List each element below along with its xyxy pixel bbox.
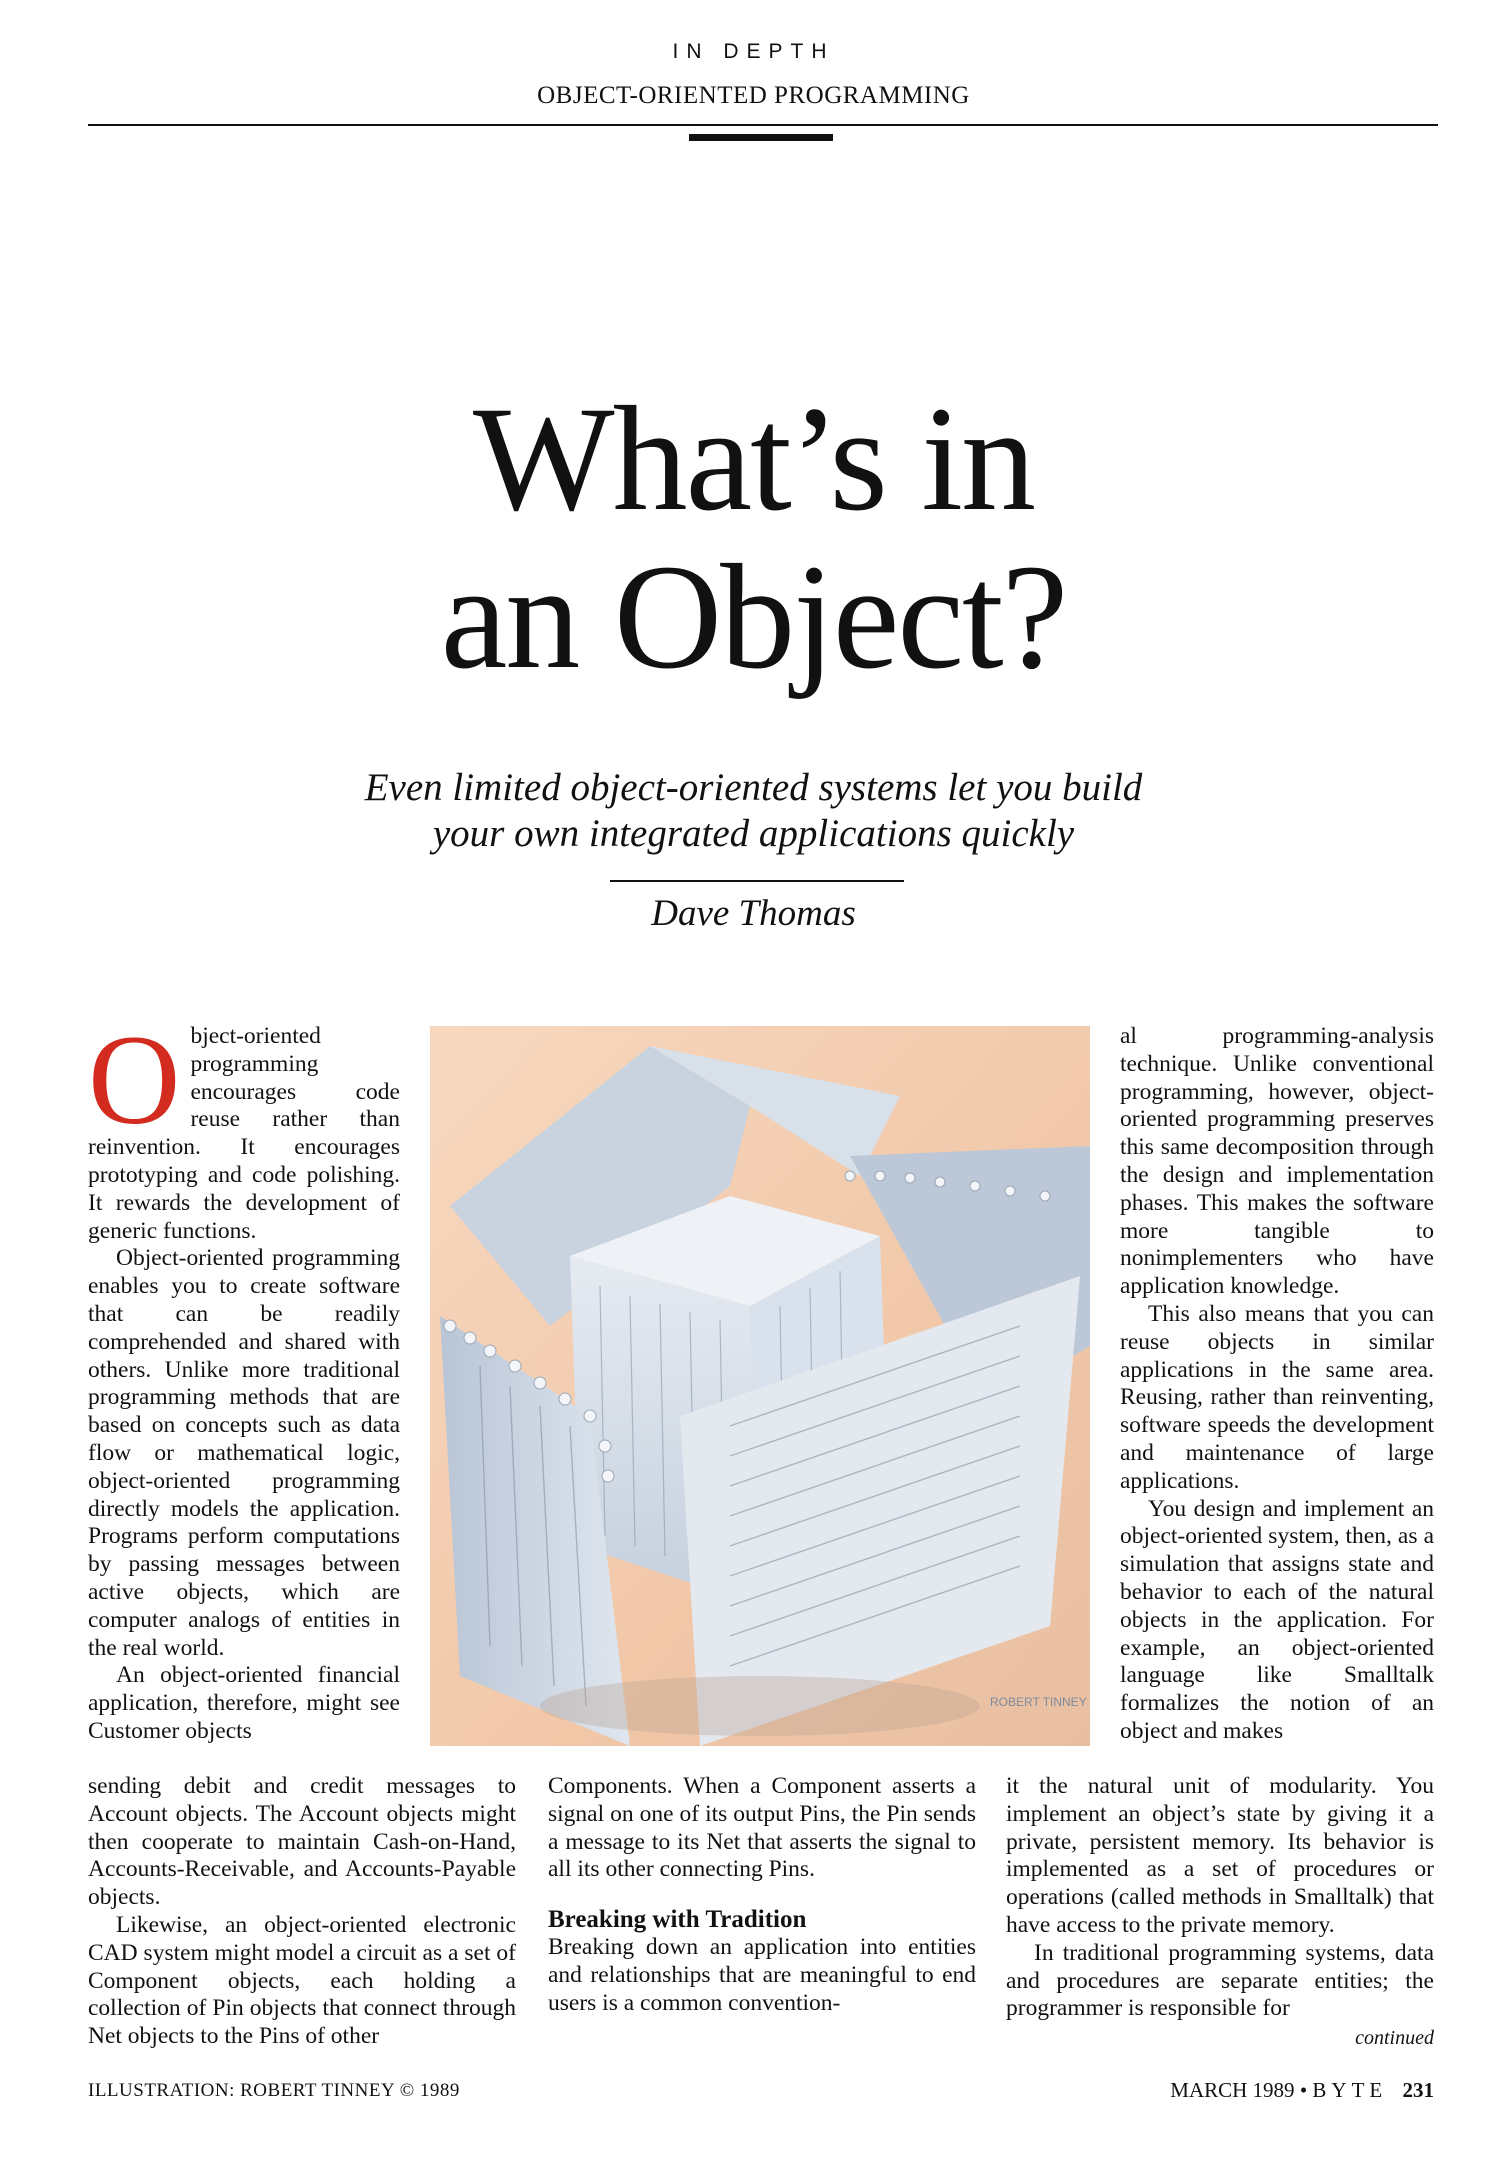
paragraph: Likewise, an object-oriented electronic CAD system might model a circuit as a set of Component objects, each holding a collection of Pin objects that connect through Net objects to the Pins of other <box>88 1911 516 2050</box>
deck-line-2: your own integrated applications quickly <box>432 812 1075 855</box>
paragraph: An object-oriented financial application, therefore, might see Customer objects <box>88 1662 400 1744</box>
page-number: 231 <box>1402 2078 1434 2102</box>
byline: Dave Thomas <box>651 893 856 934</box>
title-line-1: What’s in <box>472 376 1035 542</box>
artist-signature: ROBERT TINNEY <box>990 1695 1087 1709</box>
magazine-name: BYTE <box>1312 2078 1388 2102</box>
folio <box>1170 2078 1434 2103</box>
paragraph: In traditional programming systems, data and procedures are separate entities; the programmer is responsible for <box>1006 1939 1434 2022</box>
paragraph: Object-oriented programming enables you to create software that can be readily comprehended and shared with others. Unlike more traditional programming methods that are based on concepts such as data flow or mathematical logic, object-oriented programming directly models the application. Programs perform computations by passing messages between active objects, which are computer analogs of entities in the real world. <box>88 1245 400 1661</box>
issue-date: MARCH 1989 <box>1170 2078 1295 2102</box>
article-column-3 <box>1120 1023 1434 1746</box>
article-column-2 <box>548 1773 976 2018</box>
section-title: OBJECT-ORIENTED PROGRAMMING <box>537 82 970 109</box>
article-deck <box>0 765 1507 857</box>
subheading: Breaking with Tradition <box>548 1906 807 1934</box>
illustration-credit: ILLUSTRATION: ROBERT TINNEY © 1989 <box>88 2080 460 2101</box>
section-kicker: IN DEPTH <box>672 40 835 63</box>
drop-cap: O <box>88 1009 181 1151</box>
article-title <box>0 376 1507 700</box>
paragraph-intro-text: bject-oriented programming encourages code reuse rather than reinvention. It encourages prototyping and code polishing. It rewards the development of generic functions. <box>88 1023 400 1244</box>
header-accent-rule <box>689 134 833 141</box>
article-column-1-lower <box>88 1773 516 2051</box>
paragraph: This also means that you can reuse objects in similar applications in the same area. Reusing, rather than reinventing, software speeds the development and maintenance of large applications. <box>1120 1300 1434 1494</box>
continued-label: continued <box>1355 2027 1434 2050</box>
folio-separator: • <box>1299 2078 1308 2102</box>
paragraph: sending debit and credit messages to Account objects. The Account objects might then cooperate to maintain Cash-on-Hand, Accounts-Receivable, and Accounts-Payable objects. <box>88 1773 516 1911</box>
paragraph: it the natural unit of modularity. You implement an object’s state by giving it a private, persistent memory. Its behavior is implemented as a set of procedures or operations (called methods in Smalltalk) that have access to the private memory. <box>1006 1773 1434 1938</box>
paragraph: al programming-analysis technique. Unlike conventional programming, however, object-oriented programming preserves this same decomposition through the design and implementation phases. This makes the software more tangible to nonimplementers who have application knowledge. <box>1120 1023 1434 1300</box>
header-rule <box>88 124 1438 126</box>
paragraph-intro <box>88 1009 400 1245</box>
deck-line-1: Even limited object-oriented systems let you build <box>364 766 1143 809</box>
paragraph: Breaking down an application into entities and relationships that are meaningful to end users is a common convention- <box>548 1934 976 2016</box>
byline-rule <box>610 880 904 882</box>
article-column-1 <box>88 1009 400 1746</box>
paragraph: You design and implement an object-oriented system, then, as a simulation that assigns state and behavior to each of the natural objects in the application. For example, an object-oriented language like Smalltalk formalizes the notion of an object and makes <box>1120 1495 1434 1744</box>
title-line-2: an Object? <box>440 534 1067 700</box>
box-illustration <box>430 1026 1090 1746</box>
paragraph: Components. When a Component asserts a signal on one of its output Pins, the Pin sends a message to its Net that asserts the signal to all its other connecting Pins. <box>548 1773 976 1883</box>
article-column-3-lower <box>1006 1773 1434 2053</box>
